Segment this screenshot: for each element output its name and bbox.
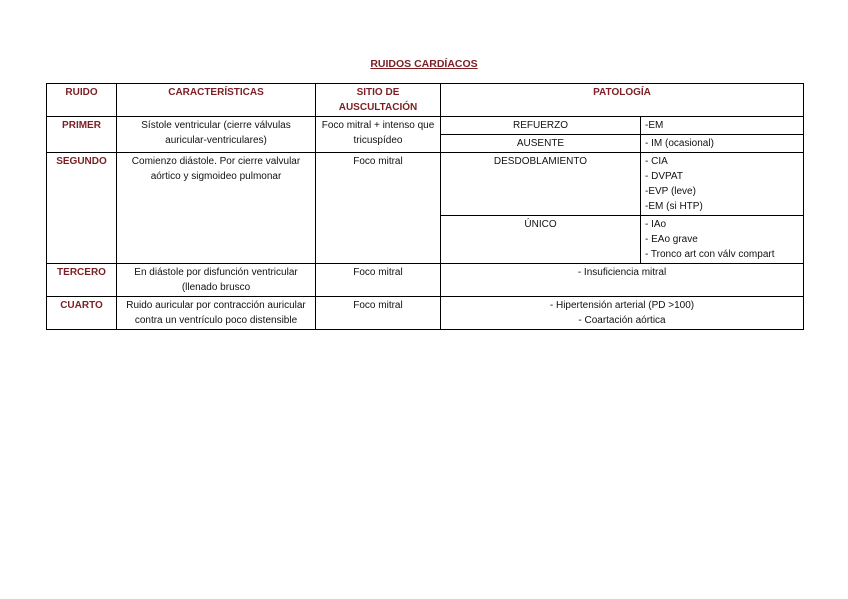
segundo-caracteristicas: Comienzo diástole. Por cierre valvular aórtico y sigmoideo pulmonar — [117, 153, 316, 264]
segundo-cond-2: ÚNICO — [441, 216, 641, 264]
primer-caracteristicas: Sístole ventricular (cierre válvulas auricular-ventriculares) — [117, 117, 316, 153]
patologia-item: -EM (si HTP) — [645, 201, 703, 212]
row-label-segundo: SEGUNDO — [47, 153, 117, 264]
header-patologia: PATOLOGÍA — [441, 84, 804, 117]
primer-cond-1: REFUERZO — [441, 117, 641, 135]
header-sitio: SITIO DE AUSCULTACIÓN — [316, 84, 441, 117]
segundo-patologia-1 — [641, 153, 804, 216]
tercero-patologia — [441, 264, 804, 297]
primer-patologia-1 — [641, 117, 804, 135]
cuarto-caracteristicas: Ruido auricular por contracción auricular contra un ventrículo poco distensible — [117, 297, 316, 330]
table-row — [47, 153, 804, 216]
patologia-item: - Coartación aórtica — [578, 315, 666, 326]
patologia-item: -EM — [645, 120, 664, 131]
cuarto-sitio: Foco mitral — [316, 297, 441, 330]
segundo-cond-1: DESDOBLAMIENTO — [441, 153, 641, 216]
patologia-item: - Tronco art con válv compart — [645, 249, 775, 260]
row-label-tercero: TERCERO — [47, 264, 117, 297]
header-ruido: RUIDO — [47, 84, 117, 117]
table-row — [47, 297, 804, 330]
patologia-item: - DVPAT — [645, 171, 683, 182]
page-title: RUIDOS CARDÍACOS — [370, 58, 478, 70]
cuarto-patologia — [441, 297, 804, 330]
header-caracteristicas: CARACTERÍSTICAS — [117, 84, 316, 117]
patologia-item: - IAo — [645, 219, 667, 230]
patologia-item: - IM (ocasional) — [645, 138, 714, 149]
segundo-sitio: Foco mitral — [316, 153, 441, 264]
segundo-patologia-2 — [641, 216, 804, 264]
primer-patologia-2 — [641, 135, 804, 153]
tercero-sitio: Foco mitral — [316, 264, 441, 297]
patologia-item: - EAo grave — [645, 234, 698, 245]
table-row — [47, 117, 804, 135]
patologia-item: -EVP (leve) — [645, 186, 696, 197]
row-label-cuarto: CUARTO — [47, 297, 117, 330]
patologia-item: - Hipertensión arterial (PD >100) — [549, 300, 695, 311]
table-header-row — [47, 84, 804, 117]
patologia-item: - Insuficiencia mitral — [577, 267, 667, 278]
patologia-item: - CIA — [645, 156, 668, 167]
table-row — [47, 264, 804, 297]
heart-sounds-table — [46, 83, 804, 330]
primer-sitio: Foco mitral + intenso que tricuspídeo — [316, 117, 441, 153]
primer-cond-2: AUSENTE — [441, 135, 641, 153]
tercero-caracteristicas: En diástole por disfunción ventricular (llenado brusco — [117, 264, 316, 297]
row-label-primer: PRIMER — [47, 117, 117, 153]
